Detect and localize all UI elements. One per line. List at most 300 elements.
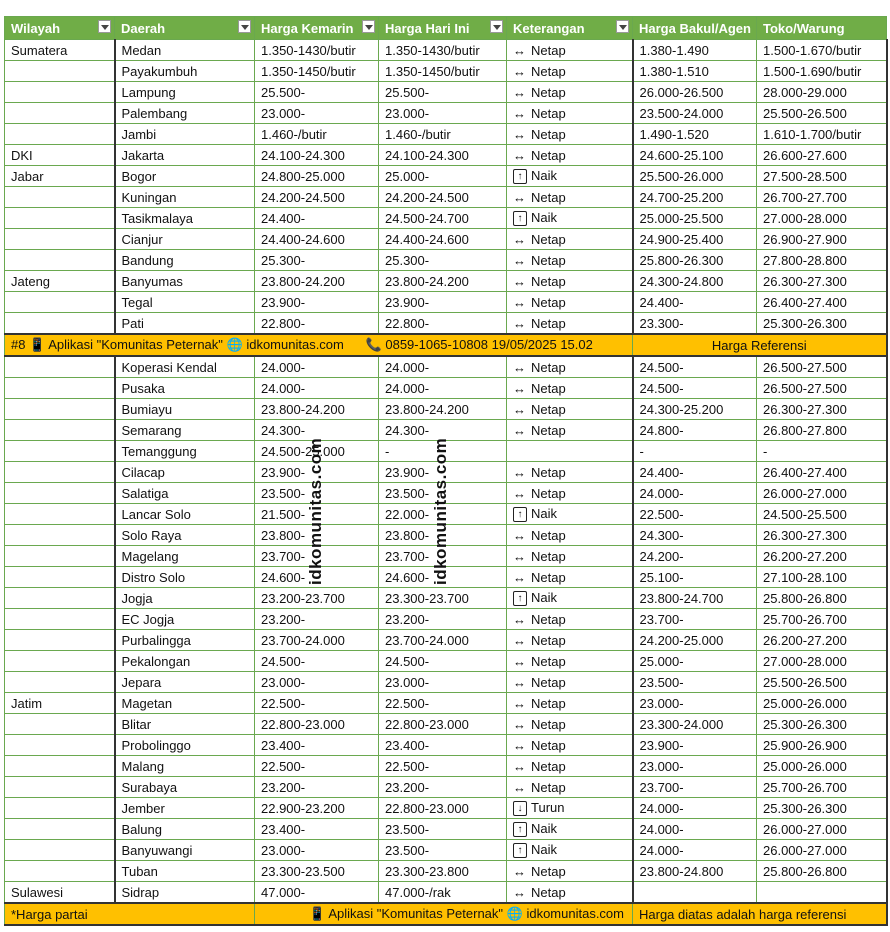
cell-harga-kemarin: 21.500- bbox=[255, 504, 379, 525]
cell-keterangan bbox=[507, 546, 633, 567]
cell-daerah: Banyuwangi bbox=[115, 840, 255, 861]
header-row bbox=[5, 17, 887, 40]
arrow-left-right-icon: ↔ bbox=[513, 884, 526, 900]
arrow-left-right-icon: ↔ bbox=[513, 611, 526, 627]
cell-daerah: Probolinggo bbox=[115, 735, 255, 756]
table-row bbox=[5, 103, 887, 124]
cell-harga-bakul: 24.000- bbox=[633, 840, 757, 861]
cell-wilayah bbox=[5, 356, 115, 378]
status-label: Naik bbox=[531, 820, 558, 836]
cell-harga-hari-ini: 23.200- bbox=[379, 777, 507, 798]
cell-harga-hari-ini: 22.500- bbox=[379, 693, 507, 714]
cell-keterangan bbox=[507, 420, 633, 441]
cell-toko-warung: 25.000-26.000 bbox=[757, 693, 887, 714]
cell-harga-hari-ini: 22.500- bbox=[379, 756, 507, 777]
cell-toko-warung: 26.500-27.500 bbox=[757, 378, 887, 399]
status-label: Turun bbox=[531, 799, 565, 815]
cell-daerah: Jambi bbox=[115, 124, 255, 145]
cell-harga-hari-ini: 24.200-24.500 bbox=[379, 187, 507, 208]
cell-daerah: Koperasi Kendal bbox=[115, 356, 255, 378]
cell-harga-bakul: 24.400- bbox=[633, 462, 757, 483]
arrow-left-right-icon: ↔ bbox=[513, 527, 526, 543]
banner-tag: #8 bbox=[11, 337, 26, 352]
cell-wilayah bbox=[5, 672, 115, 693]
status-label: Netap bbox=[531, 401, 566, 417]
cell-wilayah bbox=[5, 103, 115, 124]
banner-app: Aplikasi "Komunitas Peternak" bbox=[48, 337, 223, 352]
cell-wilayah bbox=[5, 378, 115, 399]
cell-daerah: Distro Solo bbox=[115, 567, 255, 588]
arrow-left-right-icon: ↔ bbox=[513, 422, 526, 438]
cell-keterangan bbox=[507, 187, 633, 208]
filter-dropdown-icon[interactable] bbox=[490, 20, 503, 33]
header-harga-bakul: Harga Bakul/Agen bbox=[633, 17, 757, 40]
cell-harga-kemarin: 23.900- bbox=[255, 462, 379, 483]
status-label: Netap bbox=[531, 527, 566, 543]
banner-site: idkomunitas.com bbox=[246, 337, 344, 352]
cell-harga-hari-ini: 23.800-24.200 bbox=[379, 271, 507, 292]
table-row bbox=[5, 40, 887, 61]
cell-daerah: Lancar Solo bbox=[115, 504, 255, 525]
cell-harga-hari-ini: 23.200- bbox=[379, 609, 507, 630]
cell-keterangan bbox=[507, 651, 633, 672]
cell-daerah: Palembang bbox=[115, 103, 255, 124]
arrow-left-right-icon: ↔ bbox=[513, 252, 526, 268]
cell-harga-kemarin: 24.600- bbox=[255, 567, 379, 588]
cell-harga-hari-ini: 1.460-/butir bbox=[379, 124, 507, 145]
cell-toko-warung: 25.300-26.300 bbox=[757, 714, 887, 735]
cell-toko-warung: 26.800-27.800 bbox=[757, 420, 887, 441]
cell-harga-kemarin: 23.000- bbox=[255, 672, 379, 693]
cell-daerah: Cilacap bbox=[115, 462, 255, 483]
cell-keterangan bbox=[507, 756, 633, 777]
cell-keterangan bbox=[507, 462, 633, 483]
table-row bbox=[5, 819, 887, 840]
cell-toko-warung bbox=[757, 882, 887, 904]
cell-toko-warung: 26.300-27.300 bbox=[757, 271, 887, 292]
arrow-left-right-icon: ↔ bbox=[513, 674, 526, 690]
cell-harga-bakul: 1.490-1.520 bbox=[633, 124, 757, 145]
cell-keterangan bbox=[507, 166, 633, 187]
cell-harga-hari-ini: 24.100-24.300 bbox=[379, 145, 507, 166]
cell-harga-kemarin: 24.200-24.500 bbox=[255, 187, 379, 208]
table-row bbox=[5, 378, 887, 399]
arrow-up-icon: ↑ bbox=[513, 843, 527, 858]
cell-toko-warung: 27.800-28.800 bbox=[757, 250, 887, 271]
cell-harga-hari-ini: 23.900- bbox=[379, 462, 507, 483]
cell-harga-bakul: 22.500- bbox=[633, 504, 757, 525]
arrow-up-icon: ↑ bbox=[513, 822, 527, 837]
cell-daerah: Cianjur bbox=[115, 229, 255, 250]
cell-keterangan bbox=[507, 250, 633, 271]
cell-harga-kemarin: 22.800-23.000 bbox=[255, 714, 379, 735]
status-label: Netap bbox=[531, 84, 566, 100]
cell-wilayah: DKI bbox=[5, 145, 115, 166]
status-label: Netap bbox=[531, 63, 566, 79]
status-label: Netap bbox=[531, 569, 566, 585]
cell-daerah: Temanggung bbox=[115, 441, 255, 462]
cell-keterangan bbox=[507, 693, 633, 714]
cell-harga-kemarin: 24.300- bbox=[255, 420, 379, 441]
cell-harga-kemarin: 25.300- bbox=[255, 250, 379, 271]
cell-wilayah bbox=[5, 714, 115, 735]
cell-keterangan bbox=[507, 504, 633, 525]
cell-harga-bakul: 24.800- bbox=[633, 420, 757, 441]
cell-toko-warung: 25.800-26.800 bbox=[757, 861, 887, 882]
cell-harga-bakul: 25.000-25.500 bbox=[633, 208, 757, 229]
cell-keterangan bbox=[507, 714, 633, 735]
cell-harga-hari-ini: 23.300-23.700 bbox=[379, 588, 507, 609]
cell-toko-warung: 28.000-29.000 bbox=[757, 82, 887, 103]
cell-keterangan bbox=[507, 145, 633, 166]
cell-wilayah bbox=[5, 187, 115, 208]
cell-harga-hari-ini: 23.800-24.200 bbox=[379, 399, 507, 420]
status-label: Netap bbox=[531, 231, 566, 247]
cell-toko-warung: 25.700-26.700 bbox=[757, 609, 887, 630]
status-label: Netap bbox=[531, 294, 566, 310]
cell-harga-kemarin: 23.700-24.000 bbox=[255, 630, 379, 651]
watermark: idkomunitas.com bbox=[306, 437, 325, 585]
arrow-up-icon: ↑ bbox=[513, 507, 527, 522]
cell-wilayah bbox=[5, 82, 115, 103]
phone-app-icon: 📱 bbox=[29, 337, 46, 352]
cell-daerah: Medan bbox=[115, 40, 255, 61]
cell-daerah: Tuban bbox=[115, 861, 255, 882]
cell-daerah: Blitar bbox=[115, 714, 255, 735]
cell-harga-hari-ini: 22.800-23.000 bbox=[379, 798, 507, 819]
cell-wilayah bbox=[5, 609, 115, 630]
filter-dropdown-icon[interactable] bbox=[616, 20, 629, 33]
status-label: Netap bbox=[531, 105, 566, 121]
filter-dropdown-icon[interactable] bbox=[98, 20, 111, 33]
status-label: Netap bbox=[531, 737, 566, 753]
cell-keterangan bbox=[507, 82, 633, 103]
cell-wilayah bbox=[5, 61, 115, 82]
status-label: Netap bbox=[531, 632, 566, 648]
arrow-up-icon: ↑ bbox=[513, 591, 527, 606]
status-label: Naik bbox=[531, 841, 558, 857]
cell-wilayah bbox=[5, 229, 115, 250]
cell-daerah: Magelang bbox=[115, 546, 255, 567]
cell-keterangan bbox=[507, 292, 633, 313]
header-harga-kemarin[interactable]: Harga Kemarin bbox=[255, 17, 379, 40]
arrow-left-right-icon: ↔ bbox=[513, 758, 526, 774]
arrow-left-right-icon: ↔ bbox=[513, 273, 526, 289]
cell-daerah: Jember bbox=[115, 798, 255, 819]
cell-harga-hari-ini: 1.350-1430/butir bbox=[379, 40, 507, 61]
cell-harga-bakul: 25.000- bbox=[633, 651, 757, 672]
cell-harga-bakul: 24.600-25.100 bbox=[633, 145, 757, 166]
arrow-left-right-icon: ↔ bbox=[513, 779, 526, 795]
cell-toko-warung: 25.900-26.900 bbox=[757, 735, 887, 756]
cell-daerah: Jakarta bbox=[115, 145, 255, 166]
arrow-left-right-icon: ↔ bbox=[513, 84, 526, 100]
header-wilayah[interactable]: Wilayah bbox=[5, 17, 115, 40]
table-row bbox=[5, 124, 887, 145]
cell-harga-hari-ini: 22.800-23.000 bbox=[379, 714, 507, 735]
cell-harga-bakul: 24.500- bbox=[633, 356, 757, 378]
cell-harga-kemarin: 24.000- bbox=[255, 356, 379, 378]
banner-phone: 0859-1065-10808 bbox=[385, 337, 489, 352]
cell-harga-bakul: 24.700-25.200 bbox=[633, 187, 757, 208]
cell-harga-bakul: 23.000- bbox=[633, 756, 757, 777]
cell-wilayah bbox=[5, 420, 115, 441]
cell-daerah: Purbalingga bbox=[115, 630, 255, 651]
cell-daerah: Pekalongan bbox=[115, 651, 255, 672]
arrow-left-right-icon: ↔ bbox=[513, 695, 526, 711]
cell-wilayah bbox=[5, 124, 115, 145]
banner-info bbox=[5, 334, 633, 356]
cell-wilayah bbox=[5, 399, 115, 420]
cell-keterangan bbox=[507, 567, 633, 588]
cell-harga-bakul: 23.500-24.000 bbox=[633, 103, 757, 124]
cell-daerah: Pati bbox=[115, 313, 255, 335]
status-label: Naik bbox=[531, 167, 558, 183]
cell-harga-kemarin: 23.200-23.700 bbox=[255, 588, 379, 609]
cell-harga-kemarin: 23.400- bbox=[255, 819, 379, 840]
cell-daerah: Surabaya bbox=[115, 777, 255, 798]
cell-wilayah bbox=[5, 525, 115, 546]
status-label: Netap bbox=[531, 653, 566, 669]
cell-daerah: Bandung bbox=[115, 250, 255, 271]
cell-keterangan bbox=[507, 609, 633, 630]
phone-app-icon: 📱 bbox=[309, 906, 326, 921]
cell-daerah: Sidrap bbox=[115, 882, 255, 904]
cell-keterangan bbox=[507, 483, 633, 504]
arrow-left-right-icon: ↔ bbox=[513, 63, 526, 79]
status-label: Netap bbox=[531, 147, 566, 163]
cell-toko-warung: 25.300-26.300 bbox=[757, 313, 887, 335]
cell-harga-hari-ini: 23.800- bbox=[379, 525, 507, 546]
table-row bbox=[5, 399, 887, 420]
cell-toko-warung: 27.000-28.000 bbox=[757, 208, 887, 229]
cell-harga-kemarin: 23.300-23.500 bbox=[255, 861, 379, 882]
table-row bbox=[5, 714, 887, 735]
cell-harga-bakul: 24.500- bbox=[633, 378, 757, 399]
status-label: Netap bbox=[531, 674, 566, 690]
status-label: Netap bbox=[531, 779, 566, 795]
table-row bbox=[5, 313, 887, 335]
filter-dropdown-icon[interactable] bbox=[238, 20, 251, 33]
cell-daerah: Magetan bbox=[115, 693, 255, 714]
cell-harga-hari-ini: 24.000- bbox=[379, 356, 507, 378]
table-row bbox=[5, 798, 887, 819]
cell-keterangan bbox=[507, 356, 633, 378]
cell-wilayah: Jateng bbox=[5, 271, 115, 292]
cell-harga-hari-ini: 1.350-1450/butir bbox=[379, 61, 507, 82]
cell-harga-bakul: 23.700- bbox=[633, 777, 757, 798]
cell-daerah: Payakumbuh bbox=[115, 61, 255, 82]
cell-toko-warung: 26.400-27.400 bbox=[757, 292, 887, 313]
cell-toko-warung: 26.500-27.500 bbox=[757, 356, 887, 378]
cell-wilayah bbox=[5, 840, 115, 861]
table-row bbox=[5, 651, 887, 672]
cell-wilayah bbox=[5, 462, 115, 483]
cell-harga-kemarin: 24.000- bbox=[255, 378, 379, 399]
cell-harga-hari-ini: - bbox=[379, 441, 507, 462]
cell-wilayah bbox=[5, 756, 115, 777]
cell-toko-warung: 26.300-27.300 bbox=[757, 525, 887, 546]
cell-harga-hari-ini: 24.500- bbox=[379, 651, 507, 672]
status-label: Naik bbox=[531, 505, 558, 521]
cell-keterangan bbox=[507, 40, 633, 61]
cell-keterangan bbox=[507, 861, 633, 882]
cell-harga-kemarin: 22.900-23.200 bbox=[255, 798, 379, 819]
table-row bbox=[5, 777, 887, 798]
status-label: Netap bbox=[531, 359, 566, 375]
cell-keterangan bbox=[507, 798, 633, 819]
cell-toko-warung: 26.900-27.900 bbox=[757, 229, 887, 250]
cell-harga-kemarin: 22.500- bbox=[255, 693, 379, 714]
status-label: Netap bbox=[531, 548, 566, 564]
cell-wilayah bbox=[5, 861, 115, 882]
arrow-left-right-icon: ↔ bbox=[513, 863, 526, 879]
cell-keterangan bbox=[507, 777, 633, 798]
cell-harga-bakul: 1.380-1.490 bbox=[633, 40, 757, 61]
header-keterangan[interactable]: Keterangan bbox=[507, 17, 633, 40]
cell-harga-bakul: 23.800-24.700 bbox=[633, 588, 757, 609]
arrow-left-right-icon: ↔ bbox=[513, 485, 526, 501]
status-label: Netap bbox=[531, 189, 566, 205]
arrow-left-right-icon: ↔ bbox=[513, 653, 526, 669]
cell-toko-warung: 27.000-28.000 bbox=[757, 651, 887, 672]
cell-harga-kemarin: 22.500- bbox=[255, 756, 379, 777]
cell-wilayah bbox=[5, 567, 115, 588]
arrow-left-right-icon: ↔ bbox=[513, 294, 526, 310]
cell-keterangan bbox=[507, 229, 633, 250]
cell-toko-warung: 26.600-27.600 bbox=[757, 145, 887, 166]
table-row bbox=[5, 588, 887, 609]
cell-daerah: Salatiga bbox=[115, 483, 255, 504]
cell-toko-warung: 25.500-26.500 bbox=[757, 672, 887, 693]
cell-daerah: Bogor bbox=[115, 166, 255, 187]
arrow-left-right-icon: ↔ bbox=[513, 716, 526, 732]
cell-harga-hari-ini: 47.000-/rak bbox=[379, 882, 507, 904]
cell-toko-warung: 24.500-25.500 bbox=[757, 504, 887, 525]
status-label: Netap bbox=[531, 422, 566, 438]
cell-harga-hari-ini: 24.400-24.600 bbox=[379, 229, 507, 250]
cell-toko-warung: 25.500-26.500 bbox=[757, 103, 887, 124]
cell-wilayah: Sumatera bbox=[5, 40, 115, 61]
cell-wilayah bbox=[5, 798, 115, 819]
arrow-left-right-icon: ↔ bbox=[513, 380, 526, 396]
cell-daerah: Pusaka bbox=[115, 378, 255, 399]
cell-keterangan bbox=[507, 840, 633, 861]
cell-daerah: Tasikmalaya bbox=[115, 208, 255, 229]
status-label: Netap bbox=[531, 273, 566, 289]
cell-wilayah bbox=[5, 250, 115, 271]
arrow-left-right-icon: ↔ bbox=[513, 126, 526, 142]
cell-toko-warung: 26.300-27.300 bbox=[757, 399, 887, 420]
phone-icon: 📞 bbox=[365, 337, 382, 352]
table-row bbox=[5, 882, 887, 904]
cell-harga-kemarin: 25.500- bbox=[255, 82, 379, 103]
header-toko-warung: Toko/Warung bbox=[757, 17, 887, 40]
header-harga-hari-ini[interactable]: Harga Hari Ini bbox=[379, 17, 507, 40]
status-label: Netap bbox=[531, 315, 566, 331]
filter-dropdown-icon[interactable] bbox=[362, 20, 375, 33]
status-label: Netap bbox=[531, 884, 566, 900]
cell-harga-bakul: 24.000- bbox=[633, 819, 757, 840]
table-row bbox=[5, 61, 887, 82]
cell-harga-hari-ini: 23.000- bbox=[379, 672, 507, 693]
cell-wilayah bbox=[5, 546, 115, 567]
cell-harga-hari-ini: 24.300- bbox=[379, 420, 507, 441]
status-label: Netap bbox=[531, 611, 566, 627]
cell-harga-hari-ini: 23.000- bbox=[379, 103, 507, 124]
cell-harga-bakul: 24.000- bbox=[633, 798, 757, 819]
cell-wilayah bbox=[5, 777, 115, 798]
status-label: Naik bbox=[531, 589, 558, 605]
table-row bbox=[5, 82, 887, 103]
header-daerah[interactable]: Daerah bbox=[115, 17, 255, 40]
cell-toko-warung: 26.400-27.400 bbox=[757, 462, 887, 483]
cell-harga-kemarin: 23.200- bbox=[255, 609, 379, 630]
status-label: Netap bbox=[531, 863, 566, 879]
cell-harga-kemarin: 47.000- bbox=[255, 882, 379, 904]
cell-harga-bakul: 23.000- bbox=[633, 693, 757, 714]
arrow-down-icon: ↓ bbox=[513, 801, 527, 816]
cell-harga-bakul: 24.000- bbox=[633, 483, 757, 504]
status-label: Netap bbox=[531, 758, 566, 774]
cell-wilayah bbox=[5, 504, 115, 525]
cell-keterangan bbox=[507, 525, 633, 546]
cell-daerah: Malang bbox=[115, 756, 255, 777]
cell-keterangan bbox=[507, 819, 633, 840]
table-row bbox=[5, 292, 887, 313]
table-row bbox=[5, 693, 887, 714]
table-row bbox=[5, 609, 887, 630]
table-row bbox=[5, 271, 887, 292]
table-row bbox=[5, 672, 887, 693]
arrow-left-right-icon: ↔ bbox=[513, 359, 526, 375]
cell-harga-kemarin: 24.800-25.000 bbox=[255, 166, 379, 187]
cell-keterangan bbox=[507, 61, 633, 82]
cell-harga-bakul: 24.400- bbox=[633, 292, 757, 313]
cell-keterangan bbox=[507, 124, 633, 145]
cell-toko-warung: 27.100-28.100 bbox=[757, 567, 887, 588]
cell-harga-kemarin: 23.500- bbox=[255, 483, 379, 504]
cell-keterangan bbox=[507, 399, 633, 420]
footer-reference-note: Harga diatas adalah harga referensi bbox=[633, 903, 887, 925]
cell-harga-bakul: 24.300-25.200 bbox=[633, 399, 757, 420]
status-label: Netap bbox=[531, 695, 566, 711]
cell-toko-warung: 25.800-26.800 bbox=[757, 588, 887, 609]
table-row bbox=[5, 145, 887, 166]
cell-harga-bakul: 24.200- bbox=[633, 546, 757, 567]
cell-wilayah bbox=[5, 630, 115, 651]
cell-harga-kemarin: 23.700- bbox=[255, 546, 379, 567]
cell-harga-kemarin: 24.400-24.600 bbox=[255, 229, 379, 250]
cell-harga-bakul: 23.300- bbox=[633, 313, 757, 335]
cell-daerah: Kuningan bbox=[115, 187, 255, 208]
cell-harga-kemarin: 22.800- bbox=[255, 313, 379, 335]
cell-harga-kemarin: 1.460-/butir bbox=[255, 124, 379, 145]
cell-toko-warung: 1.500-1.690/butir bbox=[757, 61, 887, 82]
cell-keterangan bbox=[507, 630, 633, 651]
cell-harga-hari-ini: 25.500- bbox=[379, 82, 507, 103]
cell-toko-warung: 27.500-28.500 bbox=[757, 166, 887, 187]
cell-harga-bakul: 24.200-25.000 bbox=[633, 630, 757, 651]
cell-keterangan bbox=[507, 378, 633, 399]
globe-icon: 🌐 bbox=[506, 906, 523, 921]
cell-daerah: Banyumas bbox=[115, 271, 255, 292]
table-row bbox=[5, 208, 887, 229]
cell-harga-kemarin: 23.800-24.200 bbox=[255, 271, 379, 292]
banner-datetime: 19/05/2025 15.02 bbox=[491, 337, 593, 352]
cell-harga-bakul bbox=[633, 882, 757, 904]
footer-site: idkomunitas.com bbox=[526, 906, 624, 921]
